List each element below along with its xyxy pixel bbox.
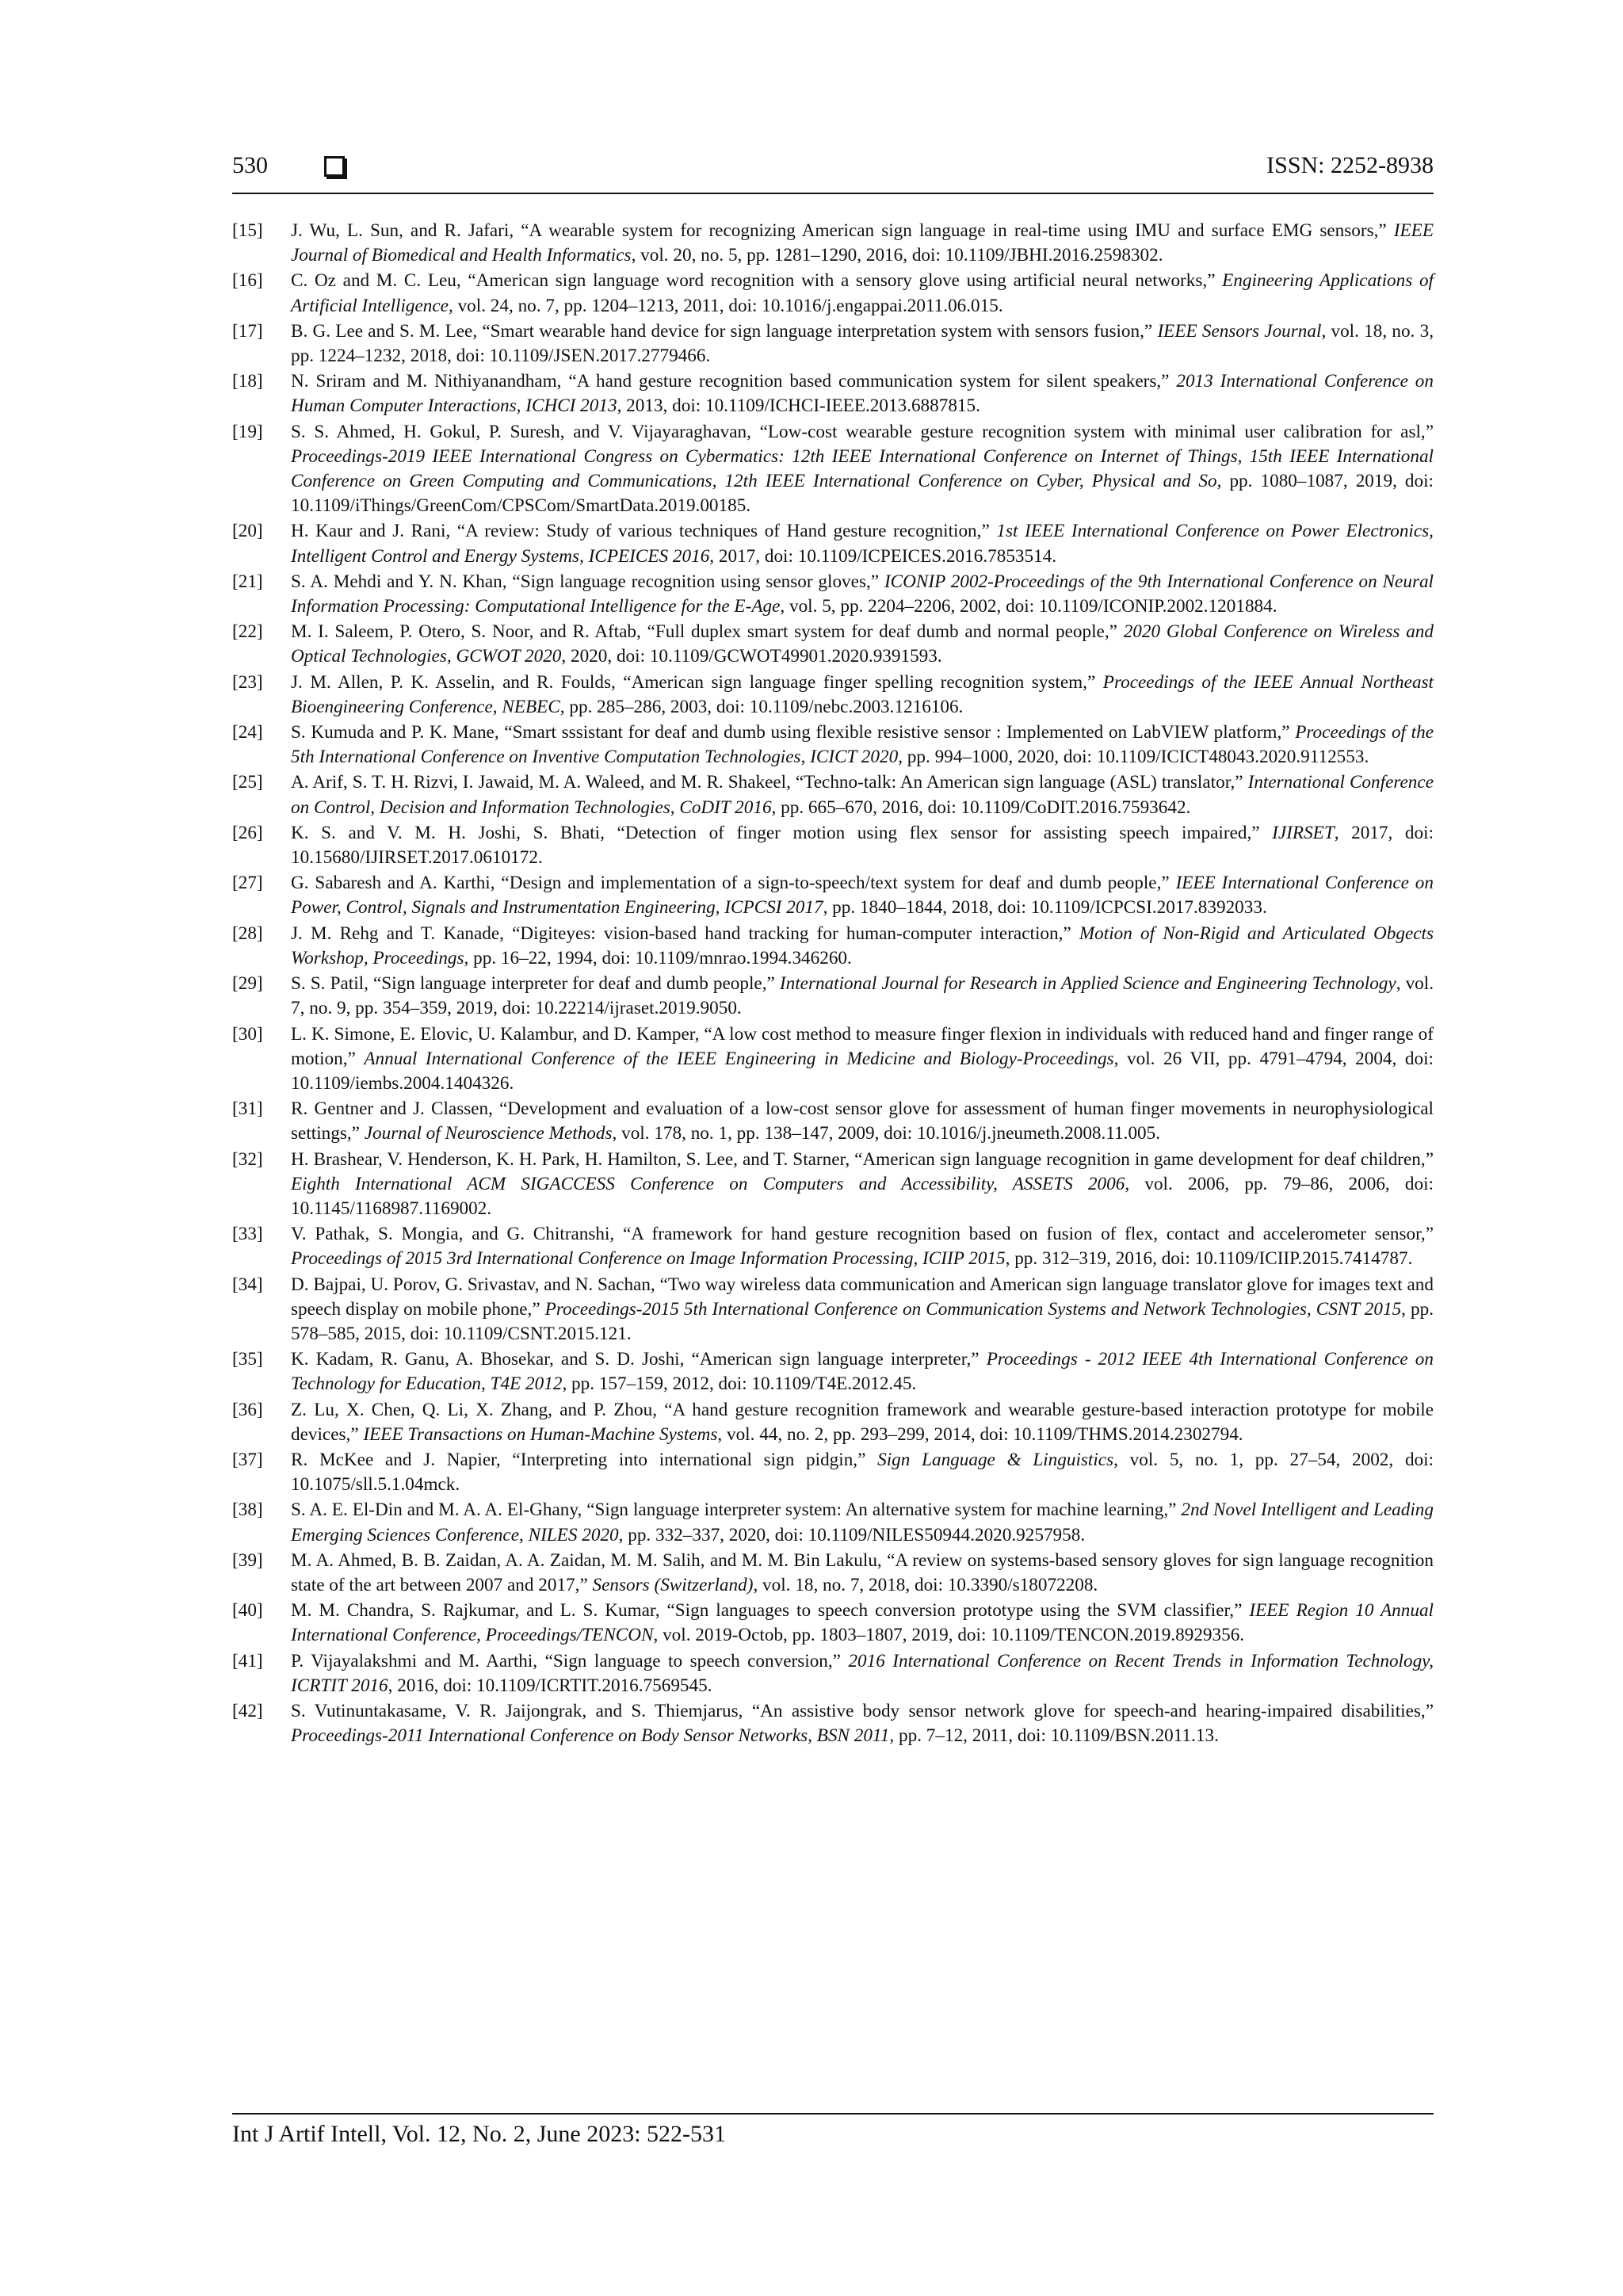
issn-label: ISSN: 2252-8938	[1266, 152, 1434, 178]
reference-details: , 2020, doi: 10.1109/GCWOT49901.2020.9391593.	[561, 646, 942, 667]
reference-venue: International Journal for Research in Applied Science and Engineering Technology	[779, 973, 1396, 995]
reference-text	[291, 1498, 1434, 1547]
reference-item	[232, 1599, 1434, 1648]
reference-item	[232, 269, 1434, 318]
reference-details: , pp. 7–12, 2011, doi: 10.1109/BSN.2011.13.	[889, 1725, 1219, 1747]
reference-authors-title: H. Kaur and J. Rani, “A review: Study of various techniques of Hand gesture recognition,”	[291, 521, 997, 542]
reference-details: , pp. 994–1000, 2020, doi: 10.1109/ICICT48043.2020.9112553.	[898, 747, 1369, 768]
reference-item	[232, 369, 1434, 418]
reference-number: [37]	[232, 1449, 263, 1470]
reference-item	[232, 1097, 1434, 1146]
reference-text	[291, 1448, 1434, 1497]
reference-details: , pp. 1840–1844, 2018, doi: 10.1109/ICPCSI.2017.8392033.	[823, 897, 1267, 919]
reference-item	[232, 1148, 1434, 1222]
reference-number: [40]	[232, 1600, 263, 1622]
reference-venue: Proceedings-2015 5th International Conference on Communication Systems and Network Technologies, CSNT 2015	[544, 1298, 1402, 1320]
reference-details: , vol. 26 VII, pp. 4791–4794, 2004, doi: 10.1109/iembs.2004.1404326.	[291, 1048, 1434, 1094]
reference-text	[291, 770, 1434, 819]
reference-authors-title: M. I. Saleem, P. Otero, S. Noor, and R. Aftab, “Full duplex smart system for deaf dumb and normal people,”	[291, 621, 1124, 643]
reference-text	[291, 420, 1434, 519]
reference-authors-title: A. Arif, S. T. H. Rizvi, I. Jawaid, M. A. Waleed, and M. R. Shakeel, “Techno-talk: An American sign language (ASL) translator,”	[291, 772, 1248, 793]
reference-authors-title: L. K. Simone, E. Elovic, U. Kalambur, and D. Kamper, “A low cost method to measure finger flexion in individuals with reduced hand and finger range of motion,”	[291, 1023, 1434, 1069]
reference-authors-title: M. A. Ahmed, B. B. Zaidan, A. A. Zaidan, M. M. Salih, and M. M. Bin Lakulu, “A review on systems-based sensory gloves for sign language recognition state of the art between 2007 and 2017,”	[291, 1549, 1434, 1595]
reference-number: [17]	[232, 320, 263, 342]
reference-details: , vol. 18, no. 7, 2018, doi: 10.3390/s18072208.	[753, 1574, 1098, 1595]
reference-details: , pp. 157–159, 2012, doi: 10.1109/T4E.2012.45.	[562, 1373, 917, 1395]
reference-item	[232, 1448, 1434, 1497]
reference-details: , 2013, doi: 10.1109/ICHCI-IEEE.2013.6887815.	[617, 395, 980, 417]
reference-details: , vol. 178, no. 1, pp. 138–147, 2009, doi: 10.1016/j.jneumeth.2008.11.005.	[612, 1123, 1161, 1144]
reference-authors-title: J. Wu, L. Sun, and R. Jafari, “A wearable system for recognizing American sign language in real-time using IMU and surface EMG sensors,”	[291, 220, 1394, 241]
reference-item	[232, 1347, 1434, 1396]
reference-number: [28]	[232, 923, 263, 944]
reference-venue: Engineering Applications of Artificial Intelligence	[291, 270, 1434, 316]
reference-authors-title: C. Oz and M. C. Leu, “American sign language word recognition with a sensory glove using artificial neural networks,”	[291, 270, 1223, 292]
reference-text	[291, 720, 1434, 770]
reference-venue: Proceedings-2011 International Conference on Body Sensor Networks, BSN 2011	[291, 1725, 890, 1747]
reference-authors-title: S. A. E. El-Din and M. A. A. El-Ghany, “Sign language interpreter system: An alternative system for machine learning,”	[291, 1499, 1182, 1521]
reference-details: , vol. 2006, pp. 79–86, 2006, doi: 10.1145/1168987.1169002.	[291, 1173, 1434, 1219]
reference-details: , pp. 312–319, 2016, doi: 10.1109/ICIIP.2015.7414787.	[1005, 1248, 1413, 1270]
reference-details: , vol. 44, no. 2, pp. 293–299, 2014, doi: 10.1109/THMS.2014.2302794.	[717, 1423, 1243, 1445]
reference-item	[232, 1649, 1434, 1698]
checkbox-square-icon	[324, 156, 345, 177]
reference-text	[291, 1347, 1434, 1396]
reference-item	[232, 1398, 1434, 1447]
reference-venue: International Conference on Control, Decision and Information Technologies, CoDIT 2016	[291, 772, 1434, 818]
reference-number: [25]	[232, 772, 263, 793]
reference-venue: IEEE Region 10 Annual International Conference, Proceedings/TENCON	[291, 1600, 1434, 1646]
reference-text	[291, 369, 1434, 418]
references-list	[232, 219, 1434, 1749]
reference-venue: IEEE International Conference on Power, Control, Signals and Instrumentation Engineering, ICPCSI 2017	[291, 873, 1434, 919]
reference-venue: IJIRSET	[1272, 822, 1335, 843]
reference-number: [26]	[232, 822, 263, 843]
reference-venue: Sign Language & Linguistics	[877, 1449, 1114, 1470]
reference-number: [39]	[232, 1549, 263, 1571]
reference-details: , 2016, doi: 10.1109/ICRTIT.2016.7569545.	[388, 1675, 712, 1696]
header-rule	[232, 193, 1434, 194]
reference-authors-title: S. A. Mehdi and Y. N. Khan, “Sign language recognition using sensor gloves,”	[291, 571, 884, 592]
reference-details: , pp. 332–337, 2020, doi: 10.1109/NILES50944.2020.9257958.	[618, 1524, 1086, 1545]
reference-venue: 2020 Global Conference on Wireless and Optical Technologies, GCWOT 2020	[291, 621, 1434, 667]
reference-item	[232, 1498, 1434, 1547]
reference-text	[291, 1599, 1434, 1648]
reference-venue: 2013 International Conference on Human Computer Interactions, ICHCI 2013	[291, 371, 1434, 417]
reference-number: [41]	[232, 1650, 263, 1671]
reference-authors-title: P. Vijayalakshmi and M. Aarthi, “Sign language to speech conversion,”	[291, 1650, 849, 1671]
reference-details: , vol. 5, no. 1, pp. 27–54, 2002, doi: 10.1075/sll.5.1.04mck.	[291, 1449, 1434, 1496]
reference-authors-title: S. Vutinuntakasame, V. R. Jaijongrak, and S. Thiemjarus, “An assistive body sensor network glove for speech-and hearing-impaired disabilities,”	[291, 1700, 1434, 1721]
reference-number: [31]	[232, 1098, 263, 1120]
reference-details: , vol. 2019-Octob, pp. 1803–1807, 2019, doi: 10.1109/TENCON.2019.8929356.	[653, 1625, 1245, 1646]
reference-text	[291, 1649, 1434, 1698]
reference-text	[291, 1022, 1434, 1097]
reference-venue: Proceedings-2019 IEEE International Congress on Cybermatics: 12th IEEE International Conference on Internet of Things, 15th IEEE International Conference on Green Computing and Communications, 12th IEEE International Conference on Cyber, Physical and So	[291, 445, 1434, 492]
reference-venue: 2016 International Conference on Recent Trends in Information Technology, ICRTIT 2016	[291, 1650, 1434, 1696]
reference-number: [23]	[232, 671, 263, 693]
reference-text	[291, 972, 1434, 1021]
reference-number: [20]	[232, 521, 263, 542]
reference-authors-title: S. Kumuda and P. K. Mane, “Smart sssistant for deaf and dumb using flexible resistive sensor : Implemented on LabVIEW platform,”	[291, 722, 1296, 743]
reference-text	[291, 519, 1434, 568]
reference-item	[232, 1273, 1434, 1347]
reference-details: , pp. 16–22, 1994, doi: 10.1109/mnrao.1994.346260.	[464, 947, 852, 968]
reference-authors-title: V. Pathak, S. Mongia, and G. Chitranshi, “A framework for hand gesture recognition based on fusion of flex, contact and accelerometer sensor,”	[291, 1224, 1434, 1245]
reference-item	[232, 720, 1434, 770]
reference-details: , pp. 1080–1087, 2019, doi: 10.1109/iThings/GreenCom/CPSCom/SmartData.2019.00185.	[291, 471, 1434, 517]
reference-details: , 2017, doi: 10.1109/ICPEICES.2016.7853514.	[709, 545, 1057, 567]
page-header	[232, 152, 1434, 192]
reference-item	[232, 972, 1434, 1021]
reference-item	[232, 570, 1434, 619]
reference-venue: Motion of Non-Rigid and Articulated Obgects Workshop, Proceedings	[291, 923, 1434, 968]
reference-text	[291, 1699, 1434, 1748]
reference-item	[232, 519, 1434, 568]
reference-item	[232, 219, 1434, 268]
reference-item	[232, 670, 1434, 720]
reference-item	[232, 1222, 1434, 1271]
reference-venue: Annual International Conference of the IEEE Engineering in Medicine and Biology-Proceedings	[364, 1048, 1114, 1069]
reference-item	[232, 620, 1434, 669]
reference-details: , pp. 578–585, 2015, doi: 10.1109/CSNT.2015.121.	[291, 1298, 1434, 1344]
reference-text	[291, 319, 1434, 369]
reference-venue: IEEE Journal of Biomedical and Health Informatics	[291, 220, 1434, 266]
reference-venue: Sensors (Switzerland)	[592, 1574, 754, 1595]
reference-number: [22]	[232, 621, 263, 643]
reference-venue: 1st IEEE International Conference on Power Electronics, Intelligent Control and Energy Systems, ICPEICES 2016	[291, 521, 1434, 567]
reference-text	[291, 871, 1434, 920]
reference-authors-title: J. M. Rehg and T. Kanade, “Digiteyes: vision-based hand tracking for human-computer interaction,”	[291, 923, 1079, 944]
reference-text	[291, 1273, 1434, 1347]
reference-authors-title: G. Sabaresh and A. Karthi, “Design and implementation of a sign-to-speech/text system for deaf and dumb people,”	[291, 873, 1176, 894]
reference-venue: Proceedings of the IEEE Annual Northeast Bioengineering Conference, NEBEC	[291, 671, 1434, 717]
reference-text	[291, 670, 1434, 720]
reference-number: [19]	[232, 421, 263, 442]
reference-text	[291, 922, 1434, 971]
reference-venue: Eighth International ACM SIGACCESS Conference on Computers and Accessibility, ASSETS 2006	[291, 1173, 1125, 1194]
reference-venue: 2nd Novel Intelligent and Leading Emerging Sciences Conference, NILES 2020	[291, 1499, 1434, 1545]
reference-item	[232, 922, 1434, 971]
footer-rule	[232, 2113, 1434, 2115]
reference-authors-title: K. Kadam, R. Ganu, A. Bhosekar, and S. D. Joshi, “American sign language interpreter,”	[291, 1349, 987, 1370]
reference-number: [21]	[232, 571, 263, 592]
reference-text	[291, 1222, 1434, 1271]
reference-text	[291, 620, 1434, 669]
reference-authors-title: B. G. Lee and S. M. Lee, “Smart wearable hand device for sign language interpretation system with sensors fusion,”	[291, 320, 1158, 342]
reference-authors-title: R. McKee and J. Napier, “Interpreting into international sign pidgin,”	[291, 1449, 878, 1470]
reference-number: [18]	[232, 371, 263, 392]
reference-item	[232, 821, 1434, 870]
reference-authors-title: D. Bajpai, U. Porov, G. Srivastav, and N. Sachan, “Two way wireless data communication and American sign language translator glove for images text and speech display on mobile phone,”	[291, 1274, 1434, 1320]
reference-details: , vol. 18, no. 3, pp. 1224–1232, 2018, doi: 10.1109/JSEN.2017.2779466.	[291, 320, 1434, 367]
reference-item	[232, 420, 1434, 519]
reference-authors-title: J. M. Allen, P. K. Asselin, and R. Foulds, “American sign language finger spelling recognition system,”	[291, 671, 1103, 693]
reference-number: [35]	[232, 1349, 263, 1370]
reference-details: , vol. 20, no. 5, pp. 1281–1290, 2016, doi: 10.1109/JBHI.2016.2598302.	[631, 245, 1163, 266]
reference-item	[232, 1549, 1434, 1598]
reference-text	[291, 1148, 1434, 1222]
reference-text	[291, 821, 1434, 870]
reference-item	[232, 1022, 1434, 1097]
reference-venue: ICONIP 2002-Proceedings of the 9th International Conference on Neural Information Processing: Computational Intelligence for the E-Age	[291, 571, 1434, 617]
reference-item	[232, 319, 1434, 369]
reference-venue: Proceedings - 2012 IEEE 4th International Conference on Technology for Education, T4E 2012	[291, 1349, 1434, 1395]
reference-text	[291, 269, 1434, 318]
reference-text	[291, 570, 1434, 619]
reference-number: [38]	[232, 1499, 263, 1521]
reference-details: , vol. 24, no. 7, pp. 1204–1213, 2011, doi: 10.1016/j.engappai.2011.06.015.	[448, 295, 1003, 316]
reference-text	[291, 1549, 1434, 1598]
reference-text	[291, 1097, 1434, 1146]
reference-authors-title: M. M. Chandra, S. Rajkumar, and L. S. Kumar, “Sign languages to speech conversion prototype using the SVM classifier,”	[291, 1600, 1250, 1622]
reference-number: [15]	[232, 220, 263, 241]
reference-venue: IEEE Transactions on Human-Machine Systems	[363, 1423, 718, 1445]
reference-authors-title: Z. Lu, X. Chen, Q. Li, X. Zhang, and P. Zhou, “A hand gesture recognition framework and wearable gesture-based interaction prototype for mobile devices,”	[291, 1399, 1434, 1445]
reference-text	[291, 219, 1434, 268]
reference-authors-title: R. Gentner and J. Classen, “Development and evaluation of a low-cost sensor glove for assessment of human finger movements in neurophysiological settings,”	[291, 1098, 1434, 1144]
reference-authors-title: S. S. Patil, “Sign language interpreter for deaf and dumb people,”	[291, 973, 780, 995]
reference-number: [30]	[232, 1023, 263, 1045]
reference-authors-title: N. Sriram and M. Nithiyanandham, “A hand gesture recognition based communication system for silent speakers,”	[291, 371, 1177, 392]
reference-number: [29]	[232, 973, 263, 995]
reference-venue: Proceedings of 2015 3rd International Conference on Image Information Processing, ICIIP 2015	[291, 1248, 1006, 1270]
reference-item	[232, 770, 1434, 819]
reference-number: [27]	[232, 873, 263, 894]
reference-details: , 2017, doi: 10.15680/IJIRSET.2017.0610172.	[291, 822, 1434, 869]
reference-number: [24]	[232, 722, 263, 743]
reference-details: , vol. 5, pp. 2204–2206, 2002, doi: 10.1109/ICONIP.2002.1201884.	[780, 596, 1277, 617]
reference-venue: Proceedings of the 5th International Conference on Inventive Computation Technologies, ICICT 2020	[291, 722, 1434, 768]
page-number: 530	[232, 152, 268, 178]
reference-number: [32]	[232, 1148, 263, 1170]
reference-authors-title: K. S. and V. M. H. Joshi, S. Bhati, “Detection of finger motion using flex sensor for assisting speech impaired,”	[291, 822, 1273, 843]
reference-number: [33]	[232, 1224, 263, 1245]
reference-authors-title: S. S. Ahmed, H. Gokul, P. Suresh, and V. Vijayaraghavan, “Low-cost wearable gesture recognition system with minimal user calibration for asl,”	[291, 421, 1434, 442]
reference-text	[291, 1398, 1434, 1447]
reference-authors-title: H. Brashear, V. Henderson, K. H. Park, H. Hamilton, S. Lee, and T. Starner, “American sign language recognition in game development for deaf children,”	[291, 1148, 1434, 1170]
reference-number: [16]	[232, 270, 263, 292]
footer-citation: Int J Artif Intell, Vol. 12, No. 2, June 2023: 522-531	[232, 2121, 727, 2147]
reference-venue: Journal of Neuroscience Methods	[364, 1123, 613, 1144]
reference-item	[232, 871, 1434, 920]
reference-item	[232, 1699, 1434, 1748]
reference-number: [34]	[232, 1274, 263, 1295]
reference-details: , pp. 665–670, 2016, doi: 10.1109/CoDIT.2016.7593642.	[771, 797, 1191, 818]
reference-details: , vol. 7, no. 9, pp. 354–359, 2019, doi: 10.22214/ijraset.2019.9050.	[291, 973, 1434, 1019]
reference-number: [36]	[232, 1399, 263, 1420]
reference-details: , pp. 285–286, 2003, doi: 10.1109/nebc.2003.1216106.	[559, 696, 964, 717]
reference-venue: IEEE Sensors Journal	[1157, 320, 1322, 342]
reference-number: [42]	[232, 1700, 263, 1721]
